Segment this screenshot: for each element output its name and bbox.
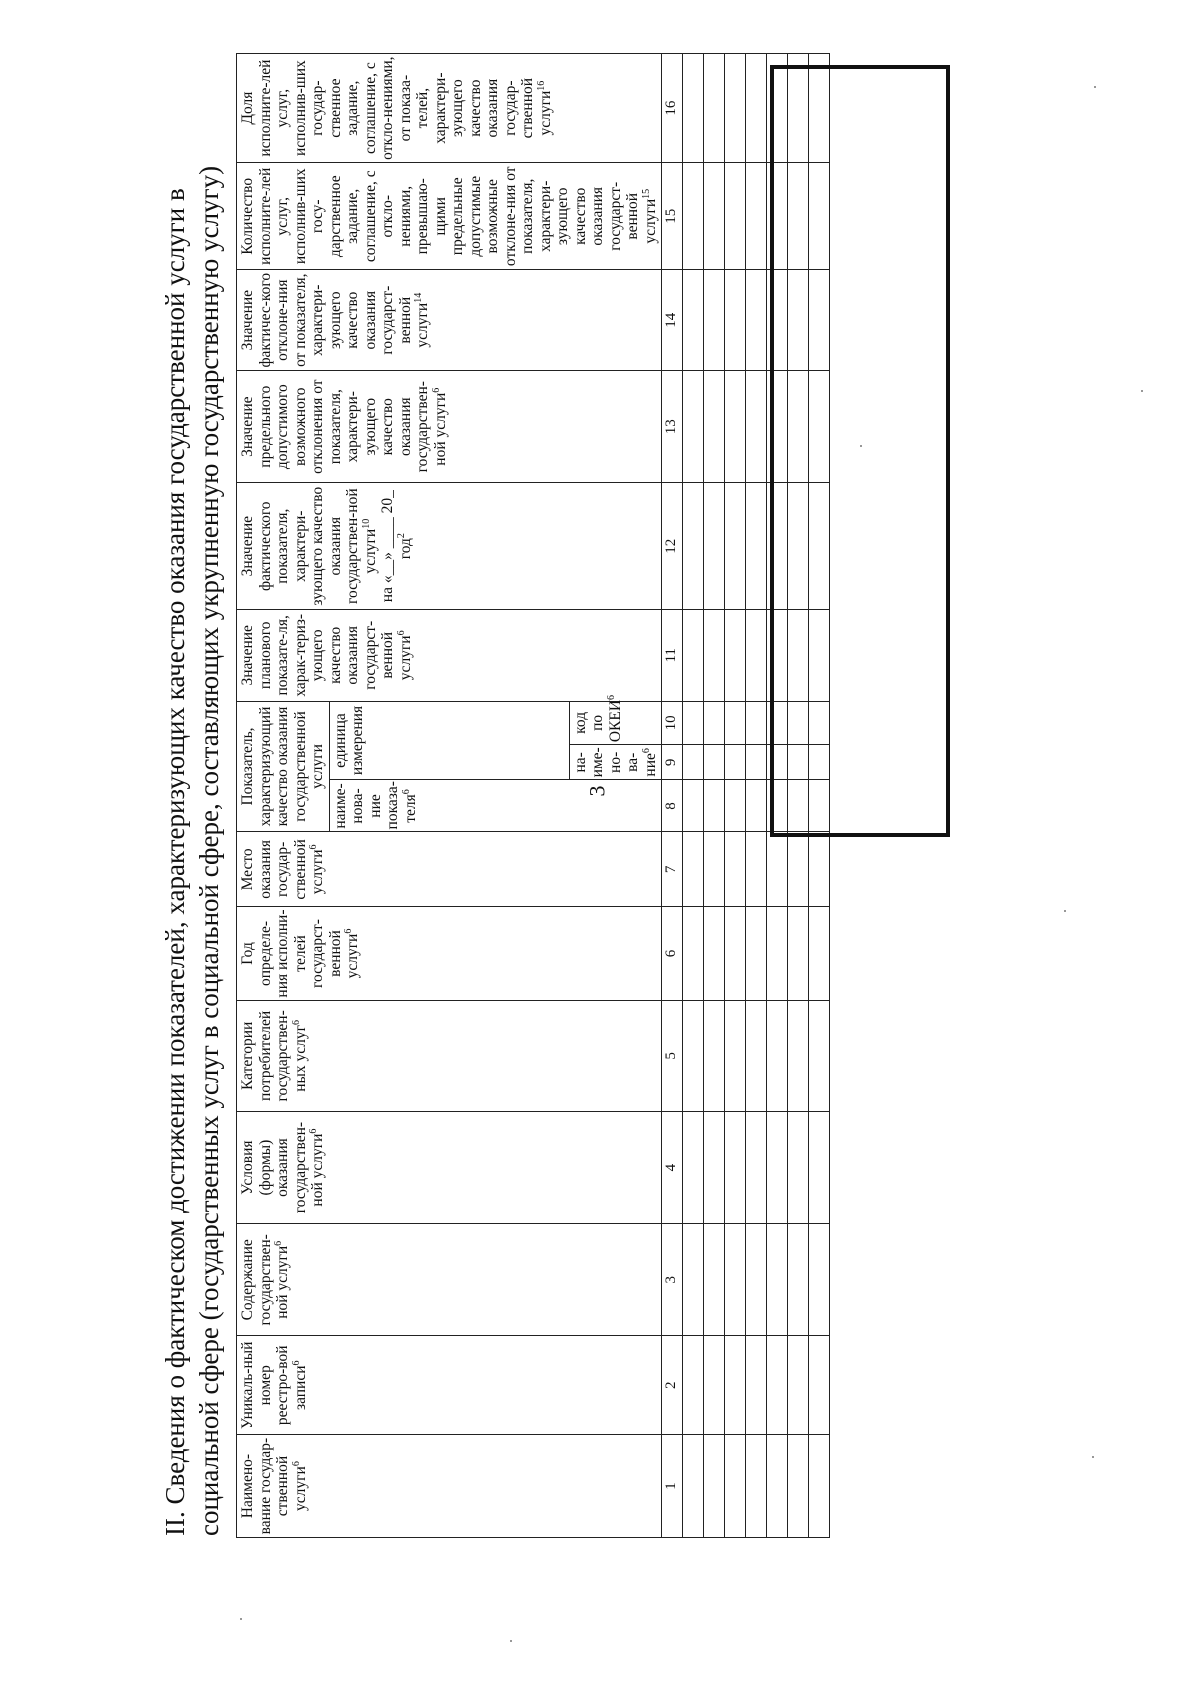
table-cell[interactable] (788, 1336, 809, 1435)
header-registry-number: Уникаль-ный номер реестро-вой записи$^6$ (237, 1336, 662, 1435)
column-number: 10 (662, 701, 683, 745)
rotated-form (158, 44, 944, 1584)
table-cell[interactable] (788, 163, 809, 270)
table-cell[interactable] (725, 701, 746, 745)
header-actual-deviation: Значение фактичес-кого отклоне-ния от показателя, характери-зующего качество оказания государст-венной услуги$^{14}$ (237, 270, 662, 371)
table-cell[interactable] (683, 371, 704, 483)
table-cell[interactable] (767, 907, 788, 1001)
table-cell[interactable] (725, 610, 746, 701)
table-cell[interactable] (746, 745, 767, 780)
table-cell[interactable] (767, 54, 788, 163)
table-cell[interactable] (725, 1336, 746, 1435)
table-cell[interactable] (809, 163, 830, 270)
table-cell[interactable] (683, 1000, 704, 1111)
table-cell[interactable] (767, 1000, 788, 1111)
scan-speck (510, 1640, 512, 1642)
table-cell[interactable] (725, 371, 746, 483)
table-cell[interactable] (746, 1224, 767, 1336)
header-year: Год определе-ния исполни-телей государст-венной услуги$^6$ (237, 907, 662, 1001)
table-cell[interactable] (767, 1336, 788, 1435)
table-cell[interactable] (809, 1435, 830, 1538)
table-cell[interactable] (683, 745, 704, 780)
table-cell[interactable] (767, 610, 788, 701)
column-number: 3 (662, 1224, 683, 1336)
table-cell[interactable] (767, 1111, 788, 1223)
scan-speck (1141, 390, 1143, 392)
table-cell[interactable] (746, 270, 767, 371)
column-number: 14 (662, 270, 683, 371)
header-service-name: Наимено-вание государ-ственной услуги$^6$ (237, 1435, 662, 1538)
table-cell[interactable] (767, 780, 788, 832)
table-cell[interactable] (767, 483, 788, 610)
column-number: 13 (662, 371, 683, 483)
table-cell[interactable] (704, 371, 725, 483)
column-number: 12 (662, 483, 683, 610)
table-cell[interactable] (767, 371, 788, 483)
table-cell[interactable] (746, 483, 767, 610)
table-cell[interactable] (809, 610, 830, 701)
table-cell[interactable] (725, 745, 746, 780)
column-number: 11 (662, 610, 683, 701)
table-cell[interactable] (788, 701, 809, 745)
table-cell[interactable] (683, 270, 704, 371)
table-cell[interactable] (809, 1000, 830, 1111)
column-number: 1 (662, 1435, 683, 1538)
table-cell[interactable] (704, 54, 725, 163)
table-cell[interactable] (746, 163, 767, 270)
table-row (683, 54, 704, 1538)
table-cell[interactable] (788, 780, 809, 832)
table-cell[interactable] (704, 1435, 725, 1538)
table-cell[interactable] (767, 701, 788, 745)
scan-speck (1092, 1456, 1094, 1458)
table-cell[interactable] (767, 832, 788, 907)
column-number: 4 (662, 1111, 683, 1223)
table-row (788, 54, 809, 1538)
table-cell[interactable] (788, 610, 809, 701)
table-cell[interactable] (788, 1111, 809, 1223)
indicators-table (236, 53, 830, 1538)
table-row (746, 54, 767, 1538)
table-row (704, 54, 725, 1538)
scan-speck (1064, 910, 1066, 912)
header-service-content: Содержание государствен-ной услуги$^6$ (237, 1224, 662, 1336)
table-cell[interactable] (725, 780, 746, 832)
table-cell[interactable] (704, 832, 725, 907)
table-cell[interactable] (746, 780, 767, 832)
table-cell[interactable] (683, 832, 704, 907)
table-row (767, 54, 788, 1538)
table-cell[interactable] (683, 1111, 704, 1223)
column-number: 5 (662, 1000, 683, 1111)
column-number: 16 (662, 54, 683, 163)
table-cell[interactable] (704, 1336, 725, 1435)
table-cell[interactable] (683, 483, 704, 610)
table-cell[interactable] (725, 1111, 746, 1223)
table-cell[interactable] (788, 54, 809, 163)
table-cell[interactable] (746, 832, 767, 907)
table-cell[interactable] (704, 1224, 725, 1336)
table-cell[interactable] (725, 1000, 746, 1111)
table-cell[interactable] (683, 54, 704, 163)
header-executors-share: Доля исполните-лей услуг, исполнив-ших государ-ственное задание, соглашение, с откло-нениями, от показа-телей, характери-зующего качество оказания государ-ственной услуги$^{16}$ (237, 54, 662, 163)
table-cell[interactable] (725, 1224, 746, 1336)
table-cell[interactable] (704, 1000, 725, 1111)
scan-speck (860, 445, 862, 447)
table-cell[interactable] (725, 1435, 746, 1538)
table-cell[interactable] (746, 701, 767, 745)
table-cell[interactable] (683, 1336, 704, 1435)
table-cell[interactable] (683, 780, 704, 832)
table-cell[interactable] (767, 1224, 788, 1336)
table-cell[interactable] (767, 745, 788, 780)
table-cell[interactable] (809, 54, 830, 163)
table-cell[interactable] (746, 610, 767, 701)
table-cell[interactable] (704, 745, 725, 780)
header-place: Место оказания государ-ственной услуги$^6$ (237, 832, 662, 907)
table-cell[interactable] (788, 907, 809, 1001)
table-cell[interactable] (704, 907, 725, 1001)
header-service-conditions: Условия (формы) оказания государствен-ной услуги$^6$ (237, 1111, 662, 1223)
table-cell[interactable] (725, 907, 746, 1001)
column-number: 2 (662, 1336, 683, 1435)
table-cell[interactable] (704, 610, 725, 701)
column-number: 9 (662, 745, 683, 780)
table-cell[interactable] (683, 1435, 704, 1538)
header-indicator-group: Показатель, характеризующий качество оказания государственной услуги (237, 701, 330, 832)
table-cell[interactable] (788, 1435, 809, 1538)
table-row (725, 54, 746, 1538)
header-max-deviation: Значение предельного допустимого возможного отклонения от показателя, характери-зующего качество оказания государствен-ной услуги$^6$ (237, 371, 662, 483)
table-cell[interactable] (683, 163, 704, 270)
table-cell[interactable] (767, 163, 788, 270)
table-cell[interactable] (809, 1224, 830, 1336)
table-cell[interactable] (767, 1435, 788, 1538)
header-unit-name: на-име-но-ва-ние$^6$ (569, 745, 662, 780)
table-cell[interactable] (809, 701, 830, 745)
header-consumer-categories: Категории потребителей государствен-ных услуг$^6$ (237, 1000, 662, 1111)
header-okei-code: код по ОКЕИ$^6$ (569, 701, 662, 745)
header-unit-group: единица измерения (329, 701, 569, 780)
table-cell[interactable] (788, 1000, 809, 1111)
header-planned-value: Значение планового показате-ля, харак-териз-ующего качество оказания государст-венной услуги$^6$ (237, 610, 662, 701)
section-title: II. Сведения о фактическом достижении показателей, характеризующих качество оказания государственной услуги в социальной сфере (государственных услуг в социальной сфере, составляющих укрупненную государственную услугу) (160, 165, 224, 1536)
table-cell[interactable] (746, 1000, 767, 1111)
table-cell[interactable] (725, 270, 746, 371)
table-cell[interactable] (704, 270, 725, 371)
table-cell[interactable] (683, 701, 704, 745)
table-cell[interactable] (683, 610, 704, 701)
table-cell[interactable] (809, 270, 830, 371)
scan-speck (240, 1618, 242, 1620)
header-indicator-name: наиме-нова-ние показа-теля$^6$ (329, 780, 662, 832)
column-number: 15 (662, 163, 683, 270)
table-cell[interactable] (788, 483, 809, 610)
table-cell[interactable] (746, 371, 767, 483)
table-cell[interactable] (704, 1111, 725, 1223)
table-cell[interactable] (809, 1111, 830, 1223)
table-cell[interactable] (788, 745, 809, 780)
table-cell[interactable] (725, 54, 746, 163)
table-cell[interactable] (809, 483, 830, 610)
table-cell[interactable] (725, 832, 746, 907)
column-number: 7 (662, 832, 683, 907)
scan-speck (1094, 86, 1096, 88)
table-cell[interactable] (788, 1224, 809, 1336)
header-executors-count: Количество исполните-лей услуг, исполнив-ших госу-дарственное задание, соглашение, с откло-нениями, превышаю-щими предельные допустимые возможные отклоне-ния от показателя, характери-зующего качество оказания государст-венной услуги$^{15}$ (237, 163, 662, 270)
table-cell[interactable] (746, 54, 767, 163)
table-cell[interactable] (788, 270, 809, 371)
table-cell[interactable] (704, 483, 725, 610)
table-cell[interactable] (704, 701, 725, 745)
table-cell[interactable] (809, 1336, 830, 1435)
table-cell[interactable] (788, 371, 809, 483)
table-cell[interactable] (725, 163, 746, 270)
table-cell[interactable] (809, 745, 830, 780)
column-number-row (662, 54, 683, 1538)
table-cell[interactable] (725, 483, 746, 610)
table-cell[interactable] (788, 832, 809, 907)
table-cell[interactable] (683, 1224, 704, 1336)
column-number: 6 (662, 907, 683, 1001)
table-cell[interactable] (809, 371, 830, 483)
table-row (809, 54, 830, 1538)
table-cell[interactable] (809, 907, 830, 1001)
page-number: 3 (584, 785, 610, 797)
table-cell[interactable] (809, 832, 830, 907)
table-cell[interactable] (746, 907, 767, 1001)
header-row-1 (237, 54, 330, 1538)
table-cell[interactable] (683, 907, 704, 1001)
table-cell[interactable] (746, 1336, 767, 1435)
table-cell[interactable] (704, 163, 725, 270)
column-number: 8 (662, 780, 683, 832)
table-cell[interactable] (746, 1435, 767, 1538)
table-cell[interactable] (746, 1111, 767, 1223)
table-cell[interactable] (809, 780, 830, 832)
header-actual-value: Значение фактического показателя, характери-зующего качество оказания государствен-ной услуги$^{10}$ на «__» ____ 20_ год$^2$ (237, 483, 662, 610)
table-cell[interactable] (767, 270, 788, 371)
table-cell[interactable] (704, 780, 725, 832)
